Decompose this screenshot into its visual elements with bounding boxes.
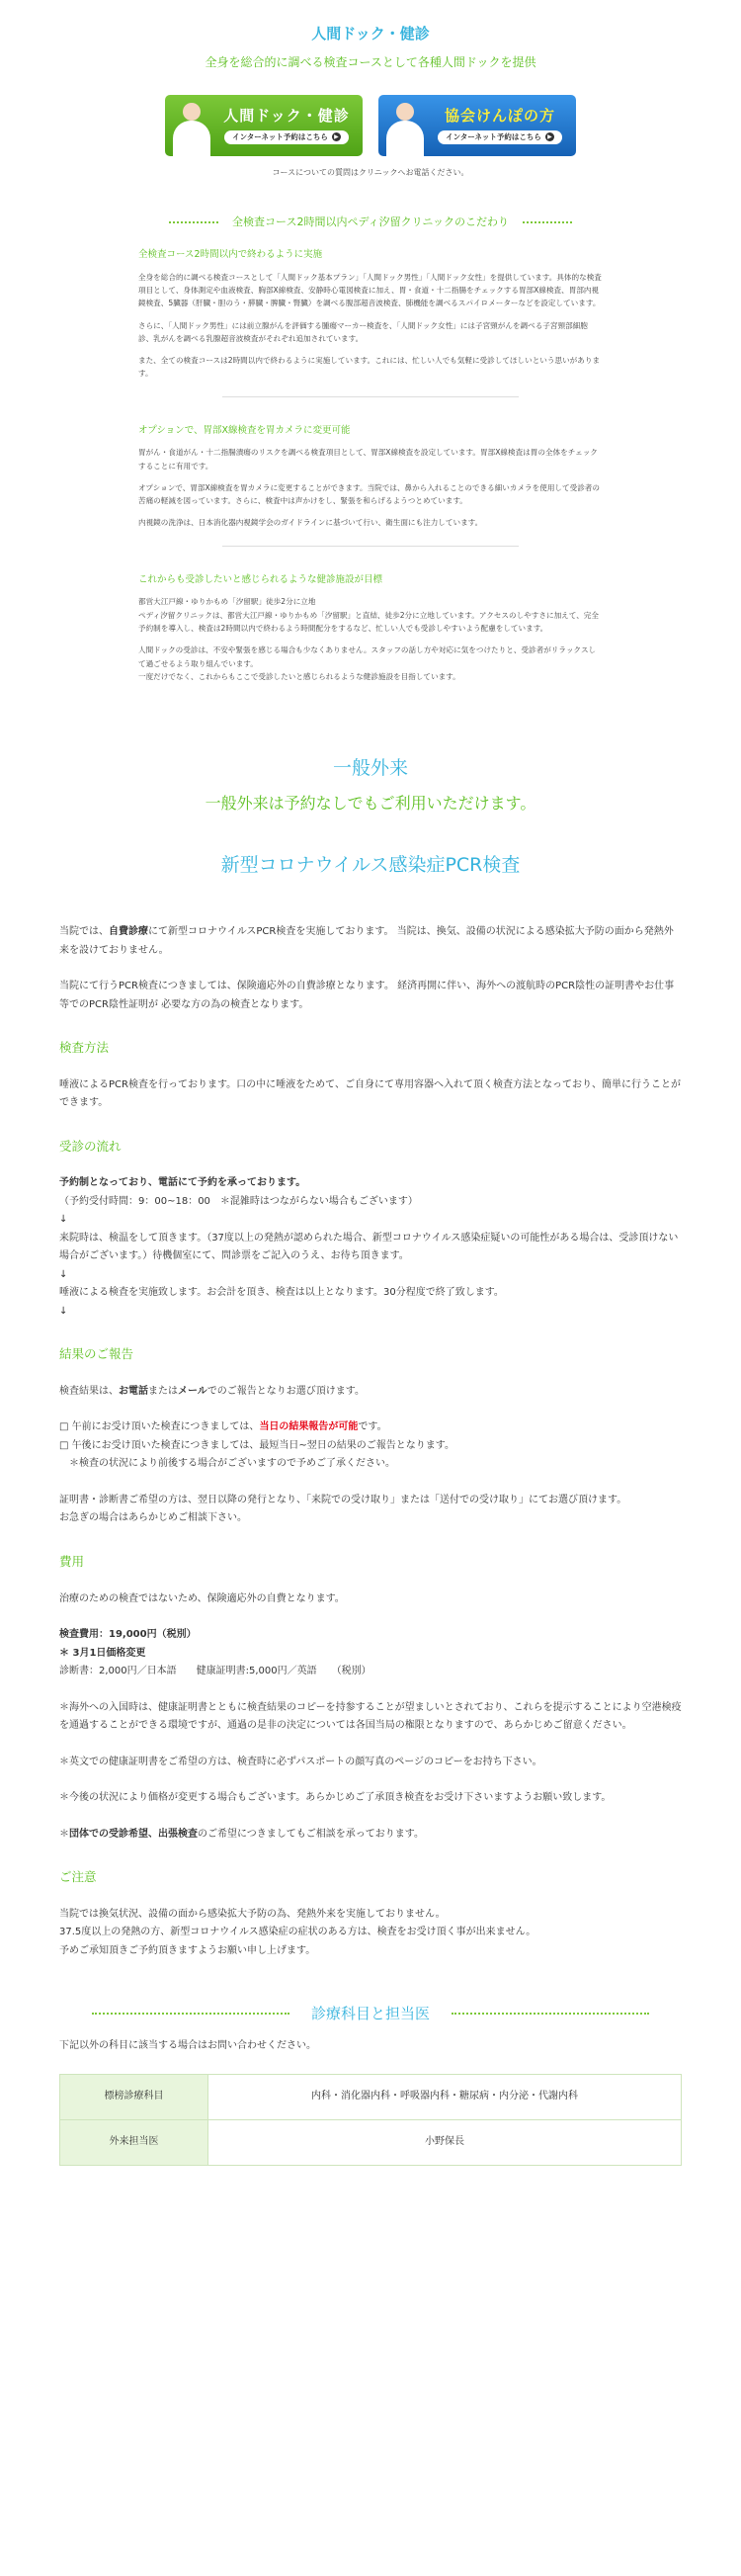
departments-note: 下記以外の科目に該当する場合はお問い合わせください。 [59,2040,316,2052]
flow-heading: 受診の流れ [59,1138,122,1154]
table-row [60,2119,682,2165]
divider [222,396,519,397]
flow-step-1: 予約制となっており、電話にて予約を承っております。 [59,1177,306,1189]
departments-table [59,2074,682,2166]
fee-note: ＊英文での健康証明書をご希望の方は、検査時に必ずパスポートの顔写真のページのコピーをお持ち下さい。 [59,1756,542,1767]
section-heading: 全検査コース2時間以内で終わるように実施 [138,249,323,260]
flow-block [59,1174,682,1321]
feature-heading-text: 全検査コース2時間以内ペディ汐留クリニックのこだわり [232,215,509,228]
banner-row [0,95,741,156]
fee-paragraph: 治療のための検査ではないため、保険適応外の自費となります。 [59,1592,345,1604]
flow-arrow: ↓ [59,1305,68,1317]
text: にて新型コロナウイルスPCR検査を実施しております。 当院は、換気、設備の状況による感染拡大予防の面から発熱外来を設けておりません。 [59,926,674,956]
feature-section-3 [138,566,603,683]
text-bold: 団体での受診希望、出張検査 [69,1828,198,1840]
fee-note: ＊海外への入国時は、健康証明書とともに検査結果のコピーを持参することが望ましいとされており、これらを提示することにより空港検疫を通過することができる環境ですが、通過の是非の決定については各国当局の権限となりますので、あらかじめご留意ください。 [59,1701,682,1732]
nurse-figure-icon [165,95,218,156]
text: □ 午前にお受け頂いた検査につきましては、 [59,1421,260,1433]
result-am [59,1418,682,1437]
fee-documents: 診断書：2,000円／日本語 健康証明書:5,000円／英語 （税別） [59,1666,371,1677]
section-paragraph: 内視鏡の洗浄は、日本消化器内視鏡学会のガイドラインに基づいて行い、衛生面にも注力しています。 [138,518,483,528]
caution-paragraph: 当院では換気状況、設備の面から感染拡大予防の為、発熱外来を実施しておりません。 37.5度以上の発熱の方、新型コロナウイルス感染症の症状のある方は、検査をお受け頂く事が出来ません。 予めご承知頂きご予約頂きますようお願い申し上げます。 [59,1908,536,1956]
general-title: 一般外来 [332,757,408,780]
fee-group-note [59,1826,682,1845]
banner-pill [438,130,562,144]
feature-section-2 [138,417,603,530]
method-heading: 検査方法 [59,1040,110,1056]
table-header-cell: 外来担当医 [60,2119,208,2165]
section-heading: これからも受診したいと感じられるような健診施設が目標 [138,573,383,585]
flow-hours: （予約受付時間：9：00~18：00 ＊混雑時はつながらない場合もございます） [59,1195,418,1207]
text-bold: お電話 [119,1385,148,1397]
caution-heading: ご注意 [59,1869,97,1885]
fee-heading: 費用 [59,1553,85,1569]
section-paragraph: 全身を総合的に調べる検査コースとして「人間ドック基本プラン」「人間ドック男性」「人間ドック女性」を提供しています。具体的な検査項目として、身体測定や血液検査、胸部X線検査、安静時心電図検査に加え、胃・食道・十二指腸をチェックする胃部X線検査、胃部内視鏡検査、5臓器（肝臓・胆のう・膵臓・脾臓・腎臓）を調べる腹部超音波検査、肺機能を調べるスパイロメーターなどを設定しています。 [138,272,602,308]
banner-title: 協会けんぽの方 [444,107,555,126]
text-bold: メール [178,1385,207,1397]
kyokai-kenpo-reservation-banner[interactable] [378,95,576,156]
arrow-right-icon: ▶ [545,132,554,141]
text-red: 当日の結果報告が可能 [259,1421,359,1433]
pcr-title: 新型コロナウイルス感染症PCR検査 [220,854,521,877]
text: 当院では、 [59,926,109,938]
text: ＊ [59,1828,69,1840]
flow-arrow: ↓ [59,1268,68,1280]
text: でのご報告となりお選び頂けます。 [206,1385,366,1397]
course-note: コースについての質問はクリニックへお電話ください。 [272,168,469,177]
banner-pill-label: インターネット予約はこちら [232,131,328,141]
pcr-intro-1 [59,923,682,960]
departments-heading-text: 診療科目と担当医 [310,2004,430,2022]
fee-block [59,1626,682,1681]
checkup-section [0,0,741,683]
section-paragraph: さらに、「人間ドック男性」には前立腺がんを評価する腫瘍マーカー検査を、「人間ドック女性」には子宮頸がんを調べる子宮頸部細胞診、乳がんを調べる乳腺超音波検査がそれぞれ追加されています。 [138,320,588,343]
banner-pill [224,130,349,144]
general-subtitle: 一般外来は予約なしでもご利用いただけます。 [205,794,536,814]
section-paragraph: 胃がん・食道がん・十二指腸潰瘍のリスクを調べる検査項目として、胃部X線検査を設定しています。胃部X線検査は胃の全体をチェックすることに有用です。 [138,448,598,471]
certificate-line: 証明書・診断書ご希望の方は、翌日以降の発行となり、「来院での受け取り」または「送付での受け取り」にてお選び頂けます。 [59,1494,627,1505]
result-pm-note: ＊検査の状況により前後する場合がございますので予めご了承ください。 [59,1458,395,1470]
section-heading: オプションで、胃部X線検査を胃カメラに変更可能 [138,424,351,436]
text: 検査結果は、 [59,1385,119,1397]
arrow-right-icon: ▶ [332,132,341,141]
dotted-rule [523,221,572,223]
section-paragraph: また、全ての検査コースは2時間以内で終わるように実施しています。これには、忙しい人でも気軽に受診してほしいという思いがあります。 [138,356,601,379]
fee-note: ＊今後の状況により価格が変更する場合もございます。あらかじめご了承頂き検査をお受け下さいますようお願い致します。 [59,1792,612,1804]
result-paragraph [59,1383,682,1402]
departments-heading [59,1990,682,2037]
divider [222,546,519,547]
banner-pill-label: インターネット予約はこちら [446,131,541,141]
text-bold: 自費診療 [109,926,148,938]
text: または [148,1385,178,1397]
pcr-intro-2: 当院にて行うPCR検査につきましては、保険適応外の自費診療となります。 経済再開に伴い、海外への渡航時のPCR陰性の証明書やお仕事等でのPCR陰性証明が 必要な方の為の検査となります。 [59,981,675,1010]
result-heading: 結果のご報告 [59,1346,134,1362]
method-paragraph: 唾液によるPCR検査を行っております。口の中に唾液をためて、ご自身にて専用容器へ入れて頂く検査方法となっており、簡単に行うことができます。 [59,1078,681,1109]
certificate-line: お急ぎの場合はあらかじめご相談下さい。 [59,1512,247,1524]
dotted-rule [169,221,218,223]
table-header-cell: 標榜診療科目 [60,2074,208,2119]
section-paragraph: 人間ドックの受診は、不安や緊張を感じる場合も少なくありません。スタッフの話し方や対応に気をつけたりと、受診者がリラックスして過ごせるよう取り組んでいます。 一度だけでなく、これからもここで受診したいと感じられるような健診施設を目指しています。 [138,645,597,681]
text: のご希望につきましてもご相談を承っております。 [198,1828,424,1840]
section-paragraph: 都営大江戸線・ゆりかもめ「汐留駅」徒歩2分に立地 ペディ汐留クリニックは、都営大江戸線・ゆりかもめ「汐留駅」と直結、徒歩2分に立地しています。アクセスのしやすさに加えて、完全予約制を導入し、検査は2時間以内で終わるよう時間配分をするなど、忙しい人でも受診しやすいよう配慮をしています。 [138,597,599,633]
fee-price: 検査費用：19,000円（税別） [59,1629,197,1641]
page-title: 人間ドック・健診 [311,25,430,43]
result-timing [59,1418,682,1474]
banner-title: 人間ドック・健診 [223,107,350,126]
dotted-rule [452,2013,649,2015]
table-row [60,2074,682,2119]
result-pm: □ 午後にお受け頂いた検査につきましては、最短当日~翌日の結果のご報告となります。 [59,1439,455,1451]
text: です。 [358,1421,387,1433]
feature-section-1 [138,241,603,381]
flow-step-3: 唾液による検査を実施致します。お会計を頂き、検査は以上となります。30分程度で終了致します。 [59,1287,504,1299]
checkup-reservation-banner[interactable] [165,95,363,156]
nurse-figure-icon [378,95,432,156]
table-cell: 内科・消化器内科・呼吸器内科・糖尿病・内分泌・代謝内科 [208,2074,682,2119]
certificate-block [59,1492,682,1528]
section-paragraph: オプションで、胃部X線検査を胃カメラに変更することができます。当院では、鼻から入れることのできる細いカメラを使用して受診者の苦痛の軽減を図っています。さらに、検査中は声かけをし、緊張を和らげるようつとめています。 [138,482,600,506]
general-outpatient-section [0,692,741,2166]
flow-arrow: ↓ [59,1214,68,1226]
flow-step-2: 来院時は、検温をして頂きます。（37度以上の発熱が認められた場合、新型コロナウイルス感染症疑いの可能性がある場合は、受診頂けない場合がございます。）待機個室にて、問診票をご記入のうえ、お待ち頂きます。 [59,1232,679,1262]
dotted-rule [92,2013,289,2015]
page-subtitle: 全身を総合的に調べる検査コースとして各種人間ドックを提供 [205,55,536,69]
fee-change: ＊ 3月1日価格変更 [59,1647,146,1659]
feature-heading [0,204,741,241]
table-cell: 小野保長 [208,2119,682,2165]
